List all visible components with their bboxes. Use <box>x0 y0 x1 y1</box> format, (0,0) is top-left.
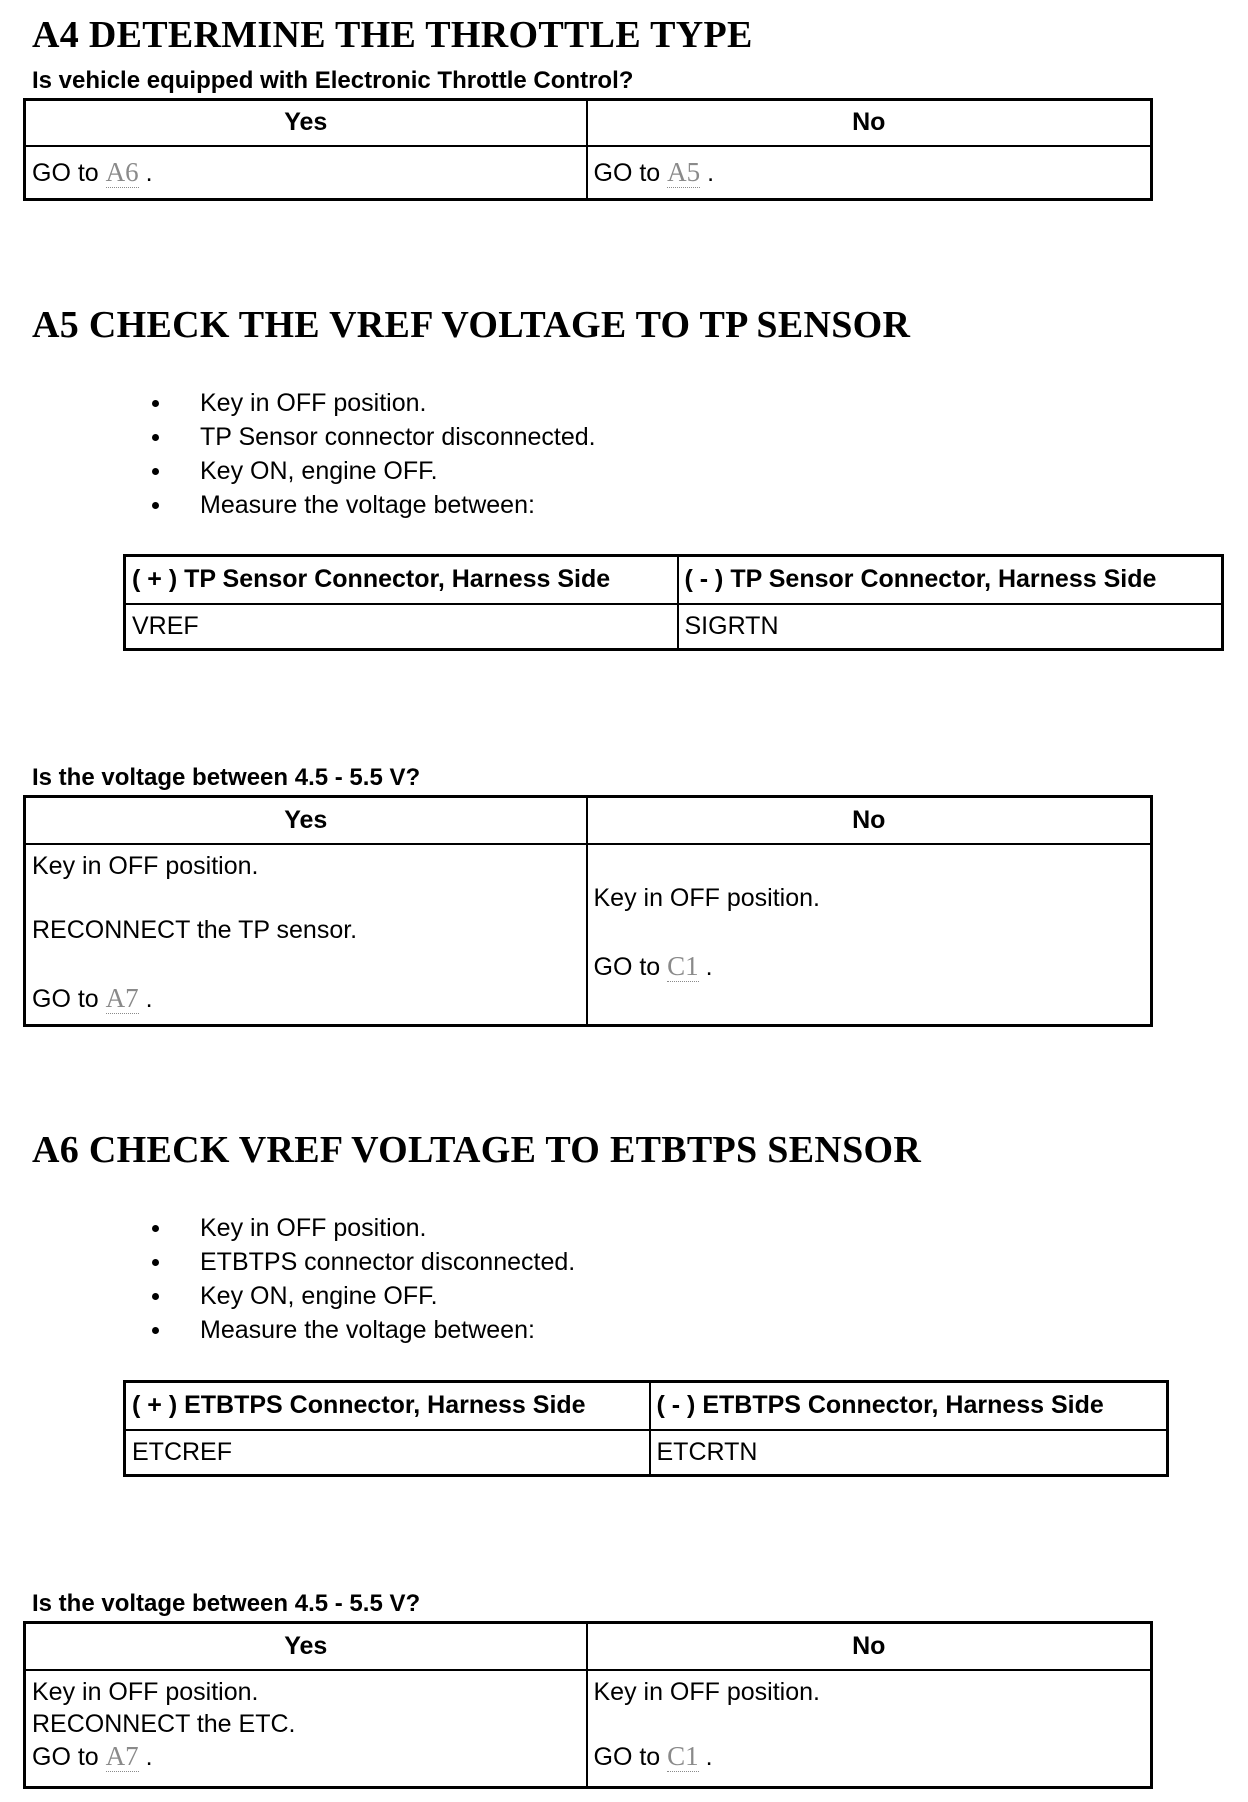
a4-no-header: No <box>587 100 1152 146</box>
list-item: Key ON, engine OFF. <box>140 1279 575 1313</box>
a5-yes-goto-label: GO to <box>32 984 99 1013</box>
list-item: Measure the voltage between: <box>140 488 596 522</box>
a6-yes-goto-label: GO to <box>32 1742 99 1771</box>
a6-no-link[interactable]: C1 <box>667 1740 699 1771</box>
a5-no-header: No <box>587 797 1152 844</box>
a4-no-cell <box>587 146 1152 200</box>
a4-title: A4 DETERMINE THE THROTTLE TYPE <box>32 14 753 56</box>
a6-question: Is the voltage between 4.5 - 5.5 V? <box>32 1590 421 1617</box>
list-item: ETBTPS connector disconnected. <box>140 1245 575 1279</box>
a5-yes-link[interactable]: A7 <box>105 982 139 1013</box>
a6-measurement-table <box>123 1380 1169 1477</box>
a5-no-goto <box>594 951 1145 982</box>
a6-no-cell <box>587 1670 1152 1788</box>
a5-no-goto-label: GO to <box>593 952 661 981</box>
a6-no-period: . <box>705 1742 713 1771</box>
a5-yes-goto <box>32 983 580 1014</box>
a6-plus-header: ( + ) ETBTPS Connector, Harness Side <box>125 1382 650 1430</box>
a5-question: Is the voltage between 4.5 - 5.5 V? <box>32 764 421 791</box>
a6-minus-header: ( - ) ETBTPS Connector, Harness Side <box>650 1382 1168 1430</box>
a6-no-line-1: Key in OFF position. <box>593 1677 820 1706</box>
a6-yes-header: Yes <box>25 1623 587 1670</box>
a5-minus-value: SIGRTN <box>678 604 1223 650</box>
a4-question: Is vehicle equipped with Electronic Throttle Control? <box>32 67 634 94</box>
a5-plus-header: ( + ) TP Sensor Connector, Harness Side <box>125 556 678 604</box>
a4-no-link[interactable]: A5 <box>667 156 701 187</box>
a6-yes-line-2: RECONNECT the ETC. <box>32 1709 296 1738</box>
a4-yes-link[interactable]: A6 <box>105 156 139 187</box>
a5-decision-table <box>23 795 1153 1027</box>
a6-no-goto <box>594 1741 1145 1772</box>
a5-no-period: . <box>705 952 713 981</box>
a6-no-header: No <box>587 1623 1152 1670</box>
a5-no-line-1: Key in OFF position. <box>593 883 820 912</box>
a6-yes-link[interactable]: A7 <box>105 1740 139 1771</box>
a5-no-link[interactable]: C1 <box>667 950 699 981</box>
a4-yes-period: . <box>145 158 153 187</box>
a6-decision-table <box>23 1621 1153 1789</box>
a5-minus-header: ( - ) TP Sensor Connector, Harness Side <box>678 556 1223 604</box>
a6-yes-period: . <box>145 1742 153 1771</box>
a4-decision-table <box>23 98 1153 201</box>
a6-title: A6 CHECK VREF VOLTAGE TO ETBTPS SENSOR <box>32 1129 922 1171</box>
a6-yes-line-1: Key in OFF position. <box>32 1677 259 1706</box>
a5-measurement-table <box>123 554 1224 651</box>
a6-no-goto-label: GO to <box>593 1742 661 1771</box>
a5-plus-value: VREF <box>125 604 678 650</box>
a4-no-period: . <box>707 158 715 187</box>
a5-yes-line-1: Key in OFF position. <box>32 851 259 880</box>
a5-title: A5 CHECK THE VREF VOLTAGE TO TP SENSOR <box>32 304 911 346</box>
a5-yes-header: Yes <box>25 797 587 844</box>
a4-yes-cell <box>25 146 587 200</box>
list-item: Key in OFF position. <box>140 386 596 420</box>
list-item: TP Sensor connector disconnected. <box>140 420 596 454</box>
a5-no-cell <box>587 844 1152 1026</box>
a6-step-list <box>140 1211 575 1347</box>
a4-yes-header: Yes <box>25 100 587 146</box>
list-item: Measure the voltage between: <box>140 1313 575 1347</box>
a5-yes-period: . <box>145 984 153 1013</box>
a4-yes-goto-label: GO to <box>32 158 99 187</box>
a6-yes-goto <box>32 1741 580 1772</box>
a6-yes-cell <box>25 1670 587 1788</box>
a6-minus-value: ETCRTN <box>650 1430 1168 1476</box>
a5-step-list <box>140 386 596 522</box>
list-item: Key in OFF position. <box>140 1211 575 1245</box>
list-item: Key ON, engine OFF. <box>140 454 596 488</box>
a5-yes-cell <box>25 844 587 1026</box>
a5-yes-line-2: RECONNECT the TP sensor. <box>32 915 358 944</box>
a6-plus-value: ETCREF <box>125 1430 650 1476</box>
a4-no-goto-label: GO to <box>593 158 661 187</box>
